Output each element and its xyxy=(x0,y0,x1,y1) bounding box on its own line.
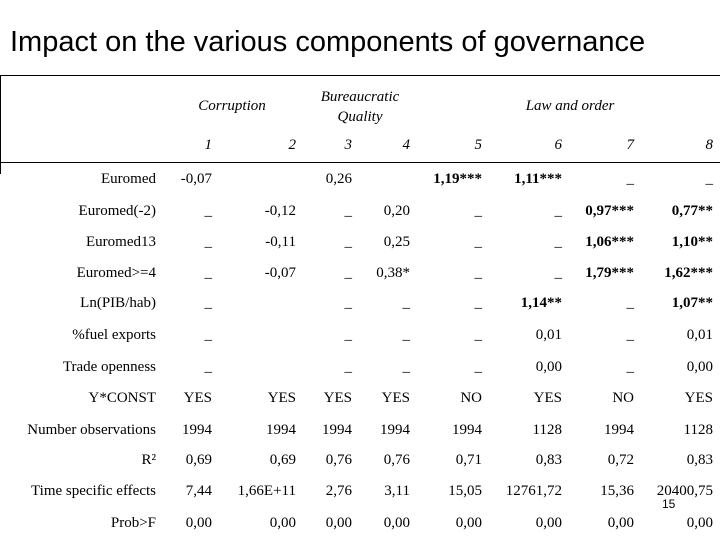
table-cell: 0,72 xyxy=(607,452,634,468)
table-cell: 1128 xyxy=(532,422,562,438)
table-cell: 0,76 xyxy=(383,452,410,468)
table-cell: 0,25 xyxy=(383,234,410,250)
table-cell: 1994 xyxy=(182,422,212,438)
table-cell: 2,76 xyxy=(325,483,352,499)
table-cell: 0,26 xyxy=(325,171,352,187)
table-cell: 1,11*** xyxy=(514,171,562,187)
table-cell: 0,69 xyxy=(185,452,212,468)
table-cell: YES xyxy=(684,390,713,406)
column-number-4: 4 xyxy=(402,137,410,153)
row-label: Number observations xyxy=(27,422,156,438)
table-cell: -0,07 xyxy=(180,171,212,187)
table-cell: _ xyxy=(402,295,410,311)
table-cell: -0,11 xyxy=(265,234,296,250)
table-cell: _ xyxy=(626,359,634,375)
table-cell: 0,01 xyxy=(686,327,713,343)
table-cell: 0,00 xyxy=(185,515,212,531)
column-number-5: 5 xyxy=(474,137,482,153)
table-cell: 0,76 xyxy=(325,452,352,468)
table-cell: YES xyxy=(381,390,410,406)
table-cell: YES xyxy=(183,390,212,406)
row-label: Time specific effects xyxy=(31,483,156,499)
table-cell: 3,11 xyxy=(384,483,410,499)
table-cell: 0,77** xyxy=(671,203,713,219)
table-cell: 0,69 xyxy=(269,452,296,468)
table-cell: 0,00 xyxy=(686,515,713,531)
table-cell: _ xyxy=(344,327,352,343)
row-label: Y*CONST xyxy=(88,390,156,406)
table-cell: 15,05 xyxy=(448,483,482,499)
table-cell: 0,00 xyxy=(535,515,562,531)
table-cell: 0,00 xyxy=(269,515,296,531)
table-cell: _ xyxy=(402,327,410,343)
row-label: Euromed>=4 xyxy=(76,265,156,281)
row-label: Ln(PIB/hab) xyxy=(80,295,156,311)
table-cell: YES xyxy=(323,390,352,406)
column-number-8: 8 xyxy=(705,137,713,153)
table-cell: _ xyxy=(344,359,352,375)
group-header-bureaucratic-quality: Bureaucratic Quality xyxy=(320,89,400,125)
column-number-3: 3 xyxy=(344,137,352,153)
table-cell: 1,19*** xyxy=(433,171,482,187)
table-cell: 0,00 xyxy=(607,515,634,531)
table-cell: 0,00 xyxy=(455,515,482,531)
table-cell: 0,97*** xyxy=(585,203,634,219)
table-cell: 1994 xyxy=(380,422,410,438)
table-cell: 1,14** xyxy=(520,295,562,311)
table-cell: _ xyxy=(554,265,562,281)
header-bottom-rule xyxy=(0,162,720,163)
row-label: Euromed13 xyxy=(86,234,156,250)
table-cell: _ xyxy=(626,171,634,187)
table-cell: _ xyxy=(474,265,482,281)
table-cell: _ xyxy=(402,359,410,375)
table-cell: NO xyxy=(612,390,634,406)
header-left-border xyxy=(0,76,1,174)
table-cell: _ xyxy=(474,295,482,311)
table-cell: _ xyxy=(204,265,212,281)
table-cell: _ xyxy=(554,234,562,250)
table-cell: 1994 xyxy=(266,422,296,438)
table-cell: _ xyxy=(204,359,212,375)
table-cell: YES xyxy=(267,390,296,406)
table-cell: _ xyxy=(204,327,212,343)
table-cell: 1,62*** xyxy=(664,265,713,281)
table-cell: 0,83 xyxy=(535,452,562,468)
table-cell: _ xyxy=(474,327,482,343)
table-cell: 1,10** xyxy=(671,234,713,250)
table-cell: _ xyxy=(474,234,482,250)
column-number-1: 1 xyxy=(204,137,212,153)
table-cell: 0,00 xyxy=(686,359,713,375)
table-cell: 0,71 xyxy=(455,452,482,468)
table-cell: 1,06*** xyxy=(585,234,634,250)
column-number-6: 6 xyxy=(554,137,562,153)
table-cell: 7,44 xyxy=(185,483,212,499)
table-cell: _ xyxy=(344,295,352,311)
table-cell: 1994 xyxy=(604,422,634,438)
table-cell: 1,66E+11 xyxy=(237,483,296,499)
table-cell: 1994 xyxy=(322,422,352,438)
table-cell: 1994 xyxy=(452,422,482,438)
table-cell: _ xyxy=(626,327,634,343)
table-cell: 0,00 xyxy=(535,359,562,375)
table-cell: _ xyxy=(344,265,352,281)
group-header-law-and-order: Law and order xyxy=(525,98,615,114)
table-cell: 1,79*** xyxy=(585,265,634,281)
table-cell: _ xyxy=(204,234,212,250)
table-cell: NO xyxy=(460,390,482,406)
table-cell: 15,36 xyxy=(600,483,634,499)
table-cell: 0,83 xyxy=(686,452,713,468)
table-cell: 12761,72 xyxy=(505,483,562,499)
table-cell: 20400,75 xyxy=(656,483,713,499)
table-cell: _ xyxy=(344,234,352,250)
table-cell: -0,07 xyxy=(264,265,296,281)
row-label: %fuel exports xyxy=(72,327,156,343)
table-cell: 1,07** xyxy=(671,295,713,311)
table-cell: _ xyxy=(474,359,482,375)
table-cell: _ xyxy=(344,203,352,219)
page-number: 15 xyxy=(662,497,676,511)
column-number-7: 7 xyxy=(626,137,634,153)
table-cell: 0,20 xyxy=(383,203,410,219)
table-cell: 1128 xyxy=(683,422,713,438)
table-cell: _ xyxy=(474,203,482,219)
table-cell: _ xyxy=(626,295,634,311)
table-cell: -0,12 xyxy=(264,203,296,219)
table-cell: _ xyxy=(554,203,562,219)
table-cell: _ xyxy=(204,203,212,219)
table-cell: _ xyxy=(204,295,212,311)
row-label: R² xyxy=(141,452,156,468)
table-cell: _ xyxy=(705,171,713,187)
row-label: Prob>F xyxy=(110,515,156,531)
title-rule xyxy=(0,75,720,76)
table-cell: 0,01 xyxy=(535,327,562,343)
table-cell: 0,00 xyxy=(383,515,410,531)
slide-title: Impact on the various components of governance xyxy=(10,26,646,58)
table-cell: 0,00 xyxy=(325,515,352,531)
row-label: Euromed xyxy=(101,171,156,187)
table-cell: 0,38* xyxy=(376,265,410,281)
row-label: Trade openness xyxy=(62,359,156,375)
group-header-corruption: Corruption xyxy=(198,98,266,114)
table-cell: YES xyxy=(533,390,562,406)
column-number-2: 2 xyxy=(288,137,296,153)
row-label: Euromed(-2) xyxy=(78,203,156,219)
